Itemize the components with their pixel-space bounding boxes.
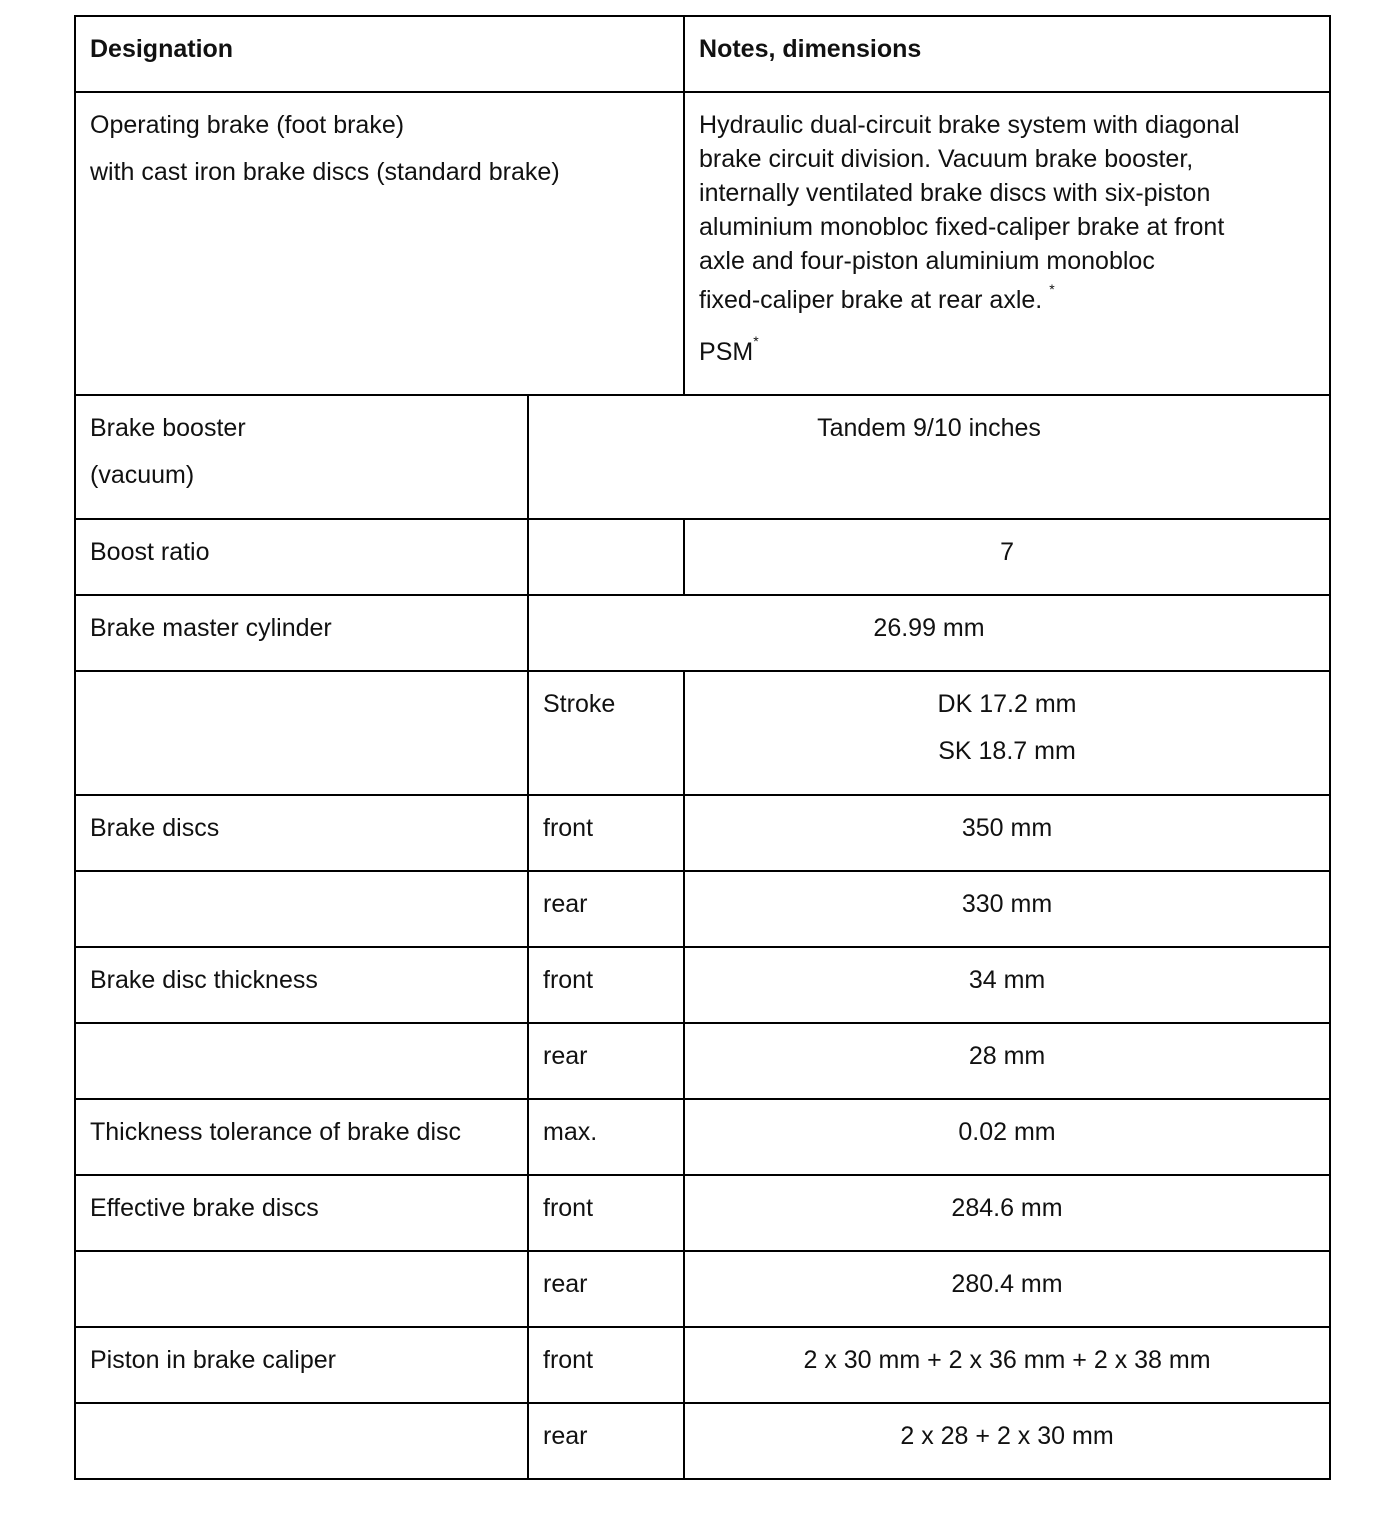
table-row bbox=[75, 1175, 1330, 1251]
notes-line: aluminium monobloc fixed-caliper brake at front bbox=[699, 213, 1225, 241]
table-row bbox=[75, 1251, 1330, 1327]
table-row bbox=[75, 1099, 1330, 1175]
notes-line: fixed-caliper brake at rear axle. bbox=[699, 286, 1043, 314]
psm-label: PSM bbox=[699, 338, 754, 366]
row-sub: front bbox=[528, 795, 684, 871]
row-sub: front bbox=[528, 947, 684, 1023]
master-cylinder-label: Brake master cylinder bbox=[75, 595, 528, 671]
row-label: Brake discs bbox=[75, 795, 528, 871]
operating-brake-label-line1: Operating brake (foot brake) bbox=[90, 111, 405, 139]
row-sub: rear bbox=[528, 1251, 684, 1327]
row-label: Piston in brake caliper bbox=[75, 1327, 528, 1403]
stroke-sk-value: SK 18.7 mm bbox=[938, 737, 1076, 765]
row-sub: rear bbox=[528, 1023, 684, 1099]
row-label bbox=[75, 1403, 528, 1479]
table-header-row bbox=[75, 16, 1330, 92]
master-cylinder-value: 26.99 mm bbox=[528, 595, 1330, 671]
notes-line: brake circuit division. Vacuum brake booster, bbox=[699, 145, 1194, 173]
table-row bbox=[75, 1403, 1330, 1479]
table-row bbox=[75, 671, 1330, 795]
boost-ratio-sub bbox=[528, 519, 684, 595]
notes-line: internally ventilated brake discs with six-piston bbox=[699, 179, 1211, 207]
table-row bbox=[75, 519, 1330, 595]
row-label bbox=[75, 871, 528, 947]
brake-specifications-table bbox=[74, 15, 1331, 1480]
row-label: Effective brake discs bbox=[75, 1175, 528, 1251]
row-label: Thickness tolerance of brake disc bbox=[75, 1099, 528, 1175]
row-sub: rear bbox=[528, 871, 684, 947]
brake-booster-label bbox=[75, 395, 528, 519]
row-value: 2 x 30 mm + 2 x 36 mm + 2 x 38 mm bbox=[684, 1327, 1330, 1403]
table-row bbox=[75, 871, 1330, 947]
boost-ratio-value: 7 bbox=[684, 519, 1330, 595]
row-value: 34 mm bbox=[684, 947, 1330, 1023]
notes-line: Hydraulic dual-circuit brake system with diagonal bbox=[699, 111, 1240, 139]
notes-last-line bbox=[699, 283, 1315, 317]
notes-line: axle and four-piston aluminium monobloc bbox=[699, 247, 1155, 275]
row-value: 284.6 mm bbox=[684, 1175, 1330, 1251]
operating-brake-label bbox=[75, 92, 684, 395]
table-row bbox=[75, 1327, 1330, 1403]
row-value: 2 x 28 + 2 x 30 mm bbox=[684, 1403, 1330, 1479]
brake-booster-value: Tandem 9/10 inches bbox=[528, 395, 1330, 519]
psm-asterisk: * bbox=[753, 333, 759, 349]
stroke-empty-label bbox=[75, 671, 528, 795]
table-row bbox=[75, 795, 1330, 871]
row-value: 330 mm bbox=[684, 871, 1330, 947]
table-row bbox=[75, 947, 1330, 1023]
operating-brake-notes bbox=[684, 92, 1330, 395]
psm-line bbox=[699, 335, 1315, 369]
stroke-label: Stroke bbox=[528, 671, 684, 795]
table-row bbox=[75, 1023, 1330, 1099]
table-row bbox=[75, 595, 1330, 671]
row-value: 0.02 mm bbox=[684, 1099, 1330, 1175]
table-row bbox=[75, 395, 1330, 519]
row-sub: front bbox=[528, 1327, 684, 1403]
footnote-asterisk: * bbox=[1049, 281, 1055, 297]
row-label bbox=[75, 1251, 528, 1327]
brake-booster-label-line2: (vacuum) bbox=[90, 461, 195, 489]
brake-booster-label-line1: Brake booster bbox=[90, 414, 246, 442]
designation-header: Designation bbox=[75, 16, 684, 92]
row-label: Brake disc thickness bbox=[75, 947, 528, 1023]
row-sub: max. bbox=[528, 1099, 684, 1175]
row-value: 280.4 mm bbox=[684, 1251, 1330, 1327]
row-value: 28 mm bbox=[684, 1023, 1330, 1099]
notes-header: Notes, dimensions bbox=[684, 16, 1330, 92]
row-sub: rear bbox=[528, 1403, 684, 1479]
operating-brake-label-line2: with cast iron brake discs (standard brake) bbox=[90, 158, 560, 186]
stroke-dk-value: DK 17.2 mm bbox=[937, 690, 1077, 718]
stroke-values bbox=[684, 671, 1330, 795]
row-value: 350 mm bbox=[684, 795, 1330, 871]
row-sub: front bbox=[528, 1175, 684, 1251]
table-row bbox=[75, 92, 1330, 395]
row-label bbox=[75, 1023, 528, 1099]
boost-ratio-label: Boost ratio bbox=[75, 519, 528, 595]
